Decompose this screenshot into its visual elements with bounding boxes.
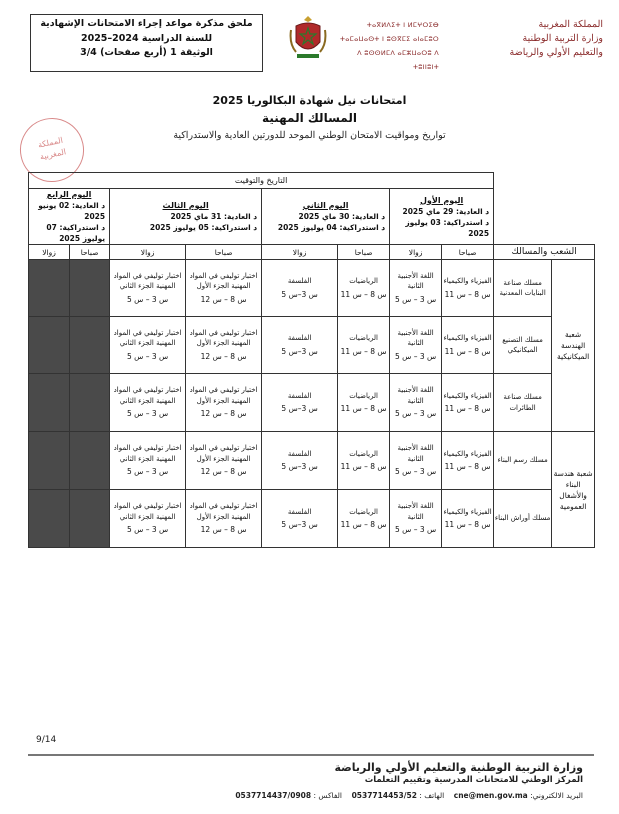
day1-morning-slot: [442, 490, 494, 548]
slot-time: س 8 – س 11: [340, 462, 387, 471]
ministry-name-line1: وزارة التربية الوطنية: [522, 33, 603, 44]
slot-subject: اختبار توليفي في المواد المهنية الجزء الثاني: [113, 328, 182, 348]
day1-morning-slot: [442, 260, 494, 317]
footer-center: المركز الوطني للامتحانات المدرسية وتقييم التعلمات: [364, 775, 583, 785]
day1-makeup-date: د استدراكية: 03 يوليوز 2025: [405, 217, 490, 238]
slot-subject: اللغة الأجنبية الثانية: [397, 502, 434, 521]
slot-time: س 3 – س 5: [127, 409, 169, 419]
slot-subject: الفيزياء والكيمياء: [443, 277, 492, 285]
day2-afternoon-slot: [262, 432, 338, 490]
slot-subject: الفيزياء والكيمياء: [443, 334, 492, 342]
slot-time: س 8 – س 11: [444, 404, 491, 413]
day3-morning-slot: [186, 432, 262, 490]
slot-time: س 3 – س 5: [395, 525, 437, 535]
day4-name: اليوم الرابع: [46, 190, 92, 199]
blank-corner: [494, 173, 595, 245]
stamp-line1: المملكة: [37, 135, 64, 150]
day4-morning-header: صباحا: [70, 245, 110, 260]
day2-regular-date: د العادية: 30 ماي 2025: [298, 212, 386, 221]
slot-subject: اختبار توليفي في المواد المهنية الجزء الثاني: [113, 444, 182, 463]
track-mechanical-manufacturing: مسلك التصنيع الميكانيكي: [494, 317, 552, 374]
day3-morning-header: صباحا: [186, 245, 262, 260]
day4-morning-blocked: [70, 432, 110, 490]
annex-info-box: [30, 14, 263, 72]
slot-time: س 8 – س 11: [444, 289, 491, 299]
schedule-subtitle: تواريخ ومواقيت الامتحان الوطني الموحد للدورتين العادية والاستدراكية: [173, 130, 446, 141]
slot-subject: الرياضيات: [349, 391, 379, 400]
stamp-line2: المغربية: [39, 147, 67, 162]
slot-subject: اللغة الأجنبية الثانية: [397, 386, 434, 405]
kingdom-name: المملكة المغربية: [538, 19, 603, 30]
slot-subject: الفيزياء والكيمياء: [443, 449, 492, 458]
day1-afternoon-slot: [390, 432, 442, 490]
day2-morning-header: صباحا: [338, 245, 390, 260]
branch-mechanical-engineering: شعبة الهندسة الميكانيكية: [552, 260, 595, 432]
phone-numbers: 0537714453/52: [351, 791, 417, 800]
table-row: [29, 374, 595, 432]
document-titles: [0, 92, 619, 145]
table-row: [29, 317, 595, 374]
slot-subject: اختبار توليفي في المواد المهنية الجزء الأول: [189, 328, 258, 348]
slot-time: س 8 – س 12: [200, 525, 247, 535]
day1-afternoon-slot: [390, 490, 442, 548]
day1-morning-header: صباحا: [442, 245, 494, 260]
slot-time: س 8 – س 11: [340, 289, 387, 299]
day4-afternoon-blocked: [29, 490, 70, 548]
day3-morning-slot: [186, 260, 262, 317]
slot-subject: اختبار توليفي في المواد المهنية الجزء الأول: [189, 271, 258, 291]
day2-afternoon-slot: [262, 317, 338, 374]
day3-header: [110, 189, 262, 245]
day2-afternoon-header: زوالا: [262, 245, 338, 260]
track-aircraft-manufacturing: مسلك صناعة الطائرات: [494, 374, 552, 432]
day3-morning-slot: [186, 374, 262, 432]
exam-schedule-table: [28, 172, 595, 548]
slot-time: س 8 – س 11: [444, 346, 491, 356]
day4-morning-blocked: [70, 317, 110, 374]
day1-afternoon-slot: [390, 260, 442, 317]
day2-morning-slot: [338, 374, 390, 432]
ministry-header-arabic: [473, 18, 603, 60]
ministry-name-line2: والتعليم الأولي والرياضة: [509, 47, 603, 58]
slot-subject: اللغة الأجنبية الثانية: [397, 328, 434, 348]
kingdom-name-tifinagh: ⵜⴰⴳⵍⴷⵉⵜ ⵏ ⵍⵎⵖⵔⵉⴱ: [366, 21, 439, 29]
slot-time: س 3 – س 5: [127, 351, 169, 361]
ministry-name-tifinagh-line1: ⵜⴰⵎⴰⵡⴰⵙⵜ ⵏ ⵓⵙⴳⵎⵉ ⴰⵏⴰⵎⵓⵔ: [340, 35, 439, 43]
slot-time: س 3 – س 5: [395, 294, 437, 304]
slot-subject: اختبار توليفي في المواد المهنية الجزء الثاني: [113, 502, 182, 521]
day4-afternoon-blocked: [29, 374, 70, 432]
day4-afternoon-header: زوالا: [29, 245, 70, 260]
track-title: المسالك المهنية: [262, 111, 357, 125]
day3-makeup-date: د استدراكية: 05 يوليوز 2025: [149, 223, 258, 232]
day1-morning-slot: [442, 374, 494, 432]
slot-subject: اختبار توليفي في المواد المهنية الجزء الثاني: [113, 271, 182, 291]
slot-time: س 8 – س 12: [200, 294, 247, 304]
day2-morning-slot: [338, 317, 390, 374]
day1-afternoon-slot: [390, 317, 442, 374]
branch-civil-engineering: شعبة هندسة البناء والأشغال العمومية: [552, 432, 595, 548]
slot-subject: الفلسفة: [287, 449, 312, 458]
slot-time: س 8 – س 11: [444, 520, 491, 529]
track-metal-construction: مسلك صناعة البنايات المعدنية: [494, 260, 552, 317]
day3-afternoon-header: زوالا: [110, 245, 186, 260]
slot-subject: اختبار توليفي في المواد المهنية الجزء الأول: [189, 444, 258, 463]
slot-time: س 3–س 5: [281, 404, 318, 413]
slot-subject: الرياضيات: [349, 334, 379, 342]
slot-subject: الفيزياء والكيمياء: [443, 507, 492, 516]
slot-subject: الرياضيات: [349, 507, 379, 516]
phone-label: الهاتف :: [419, 791, 445, 800]
streams-header: الشعب والمسالك: [494, 245, 595, 260]
footer-divider: [28, 754, 594, 756]
day3-morning-slot: [186, 317, 262, 374]
slot-time: س 3 – س 5: [127, 467, 169, 477]
slot-time: س 8 – س 11: [340, 520, 387, 529]
slot-subject: اللغة الأجنبية الثانية: [397, 271, 434, 291]
slot-time: س 3 – س 5: [395, 409, 437, 419]
table-row: [29, 490, 595, 548]
slot-time: س 8 – س 11: [340, 346, 387, 356]
slot-time: س 8 – س 12: [200, 351, 247, 361]
slot-subject: الفلسفة: [287, 391, 312, 400]
day3-regular-date: د العادية: 31 ماي 2025: [170, 212, 258, 221]
slot-time: س 3–س 5: [281, 346, 318, 356]
email-address[interactable]: cne@men.gov.ma: [453, 791, 528, 800]
day2-name: اليوم الثاني: [302, 201, 349, 210]
date-time-header: التاريخ والتوقيت: [29, 173, 494, 189]
slot-time: س 8 – س 12: [200, 467, 247, 477]
slot-subject: اللغة الأجنبية الثانية: [397, 444, 434, 463]
day2-morning-slot: [338, 490, 390, 548]
day3-afternoon-slot: [110, 260, 186, 317]
day2-morning-slot: [338, 432, 390, 490]
day3-morning-slot: [186, 490, 262, 548]
slot-subject: اختبار توليفي في المواد المهنية الجزء الثاني: [113, 386, 182, 405]
fax-number: 0537714437/0908: [235, 791, 312, 800]
slot-time: س 8 – س 11: [340, 404, 387, 413]
page-number: 9/14: [36, 735, 57, 745]
day2-afternoon-slot: [262, 374, 338, 432]
day4-header: [29, 189, 110, 245]
footer-ministry: وزارة التربية الوطنية والتعليم الأولي والرياضة: [334, 761, 583, 774]
slot-time: س 3 – س 5: [395, 351, 437, 361]
annex-line2: للسنة الدراسية 2024–2025: [80, 32, 213, 44]
day1-header: [390, 189, 494, 245]
day4-morning-blocked: [70, 260, 110, 317]
slot-time: س 3–س 5: [281, 462, 318, 471]
day2-afternoon-slot: [262, 260, 338, 317]
annex-line3: الوثيقة 1 (أربع صفحات) 3/4: [80, 47, 213, 58]
day4-makeup-date: د استدراكية: 07 يوليوز 2025: [46, 223, 106, 243]
email-label: البريد الالكتروني:: [530, 791, 583, 800]
slot-time: س 3–س 5: [281, 289, 318, 299]
slot-time: س 3 – س 5: [127, 525, 169, 535]
slot-subject: اختبار توليفي في المواد المهنية الجزء الأول: [189, 386, 258, 405]
slot-subject: الرياضيات: [349, 277, 379, 285]
footer-contact: [23, 791, 583, 800]
slot-subject: الرياضيات: [349, 449, 379, 458]
day4-afternoon-blocked: [29, 317, 70, 374]
day3-afternoon-slot: [110, 432, 186, 490]
exam-title: امتحانات نيل شهادة البكالوريا 2025: [212, 94, 407, 107]
day1-afternoon-header: زوالا: [390, 245, 442, 260]
day4-afternoon-blocked: [29, 432, 70, 490]
track-building-drawing: مسلك رسم البناء: [494, 432, 552, 490]
day1-morning-slot: [442, 317, 494, 374]
day4-regular-date: د العادية: 02 يونيو 2025: [38, 201, 106, 221]
day1-morning-slot: [442, 432, 494, 490]
day1-afternoon-slot: [390, 374, 442, 432]
track-construction-sites: مسلك أوراش البناء: [494, 490, 552, 548]
slot-subject: اختبار توليفي في المواد المهنية الجزء الأول: [189, 502, 258, 521]
annex-line1: ملحق مذكرة مواعد إجراء الامتحانات الإشهادية: [40, 18, 253, 29]
day2-header: [262, 189, 390, 245]
day3-afternoon-slot: [110, 317, 186, 374]
day2-afternoon-slot: [262, 490, 338, 548]
day3-afternoon-slot: [110, 490, 186, 548]
slot-time: س 8 – س 12: [200, 409, 247, 419]
ministry-header-tifinagh: [339, 18, 439, 74]
coat-of-arms-icon: [288, 12, 328, 62]
slot-subject: الفلسفة: [287, 334, 312, 342]
day4-morning-blocked: [70, 374, 110, 432]
slot-time: س 8 – س 11: [444, 462, 491, 471]
slot-time: س 3 – س 5: [127, 294, 169, 304]
slot-subject: الفيزياء والكيمياء: [443, 391, 492, 400]
slot-subject: الفلسفة: [287, 507, 312, 516]
day1-regular-date: د العادية: 29 ماي 2025: [402, 206, 490, 216]
day2-makeup-date: د استدراكية: 04 يوليوز 2025: [277, 223, 386, 232]
slot-time: س 3 – س 5: [395, 467, 437, 477]
fax-label: الفاكس :: [313, 791, 343, 800]
day3-name: اليوم الثالث: [162, 201, 209, 210]
day4-afternoon-blocked: [29, 260, 70, 317]
day1-name: اليوم الأول: [419, 195, 464, 205]
slot-subject: الفلسفة: [287, 277, 312, 285]
table-row: [29, 260, 595, 317]
slot-time: س 3–س 5: [281, 520, 318, 529]
day4-morning-blocked: [70, 490, 110, 548]
day2-morning-slot: [338, 260, 390, 317]
ministry-name-tifinagh-line2: ⴷ ⵓⵙⵙⵍⵎⴷ ⴰⵎⵣⵡⴰⵔⵓ ⴷ ⵜⵓⵏⵏⵓⵏⵜ: [357, 49, 439, 71]
day3-afternoon-slot: [110, 374, 186, 432]
table-row: [29, 432, 595, 490]
